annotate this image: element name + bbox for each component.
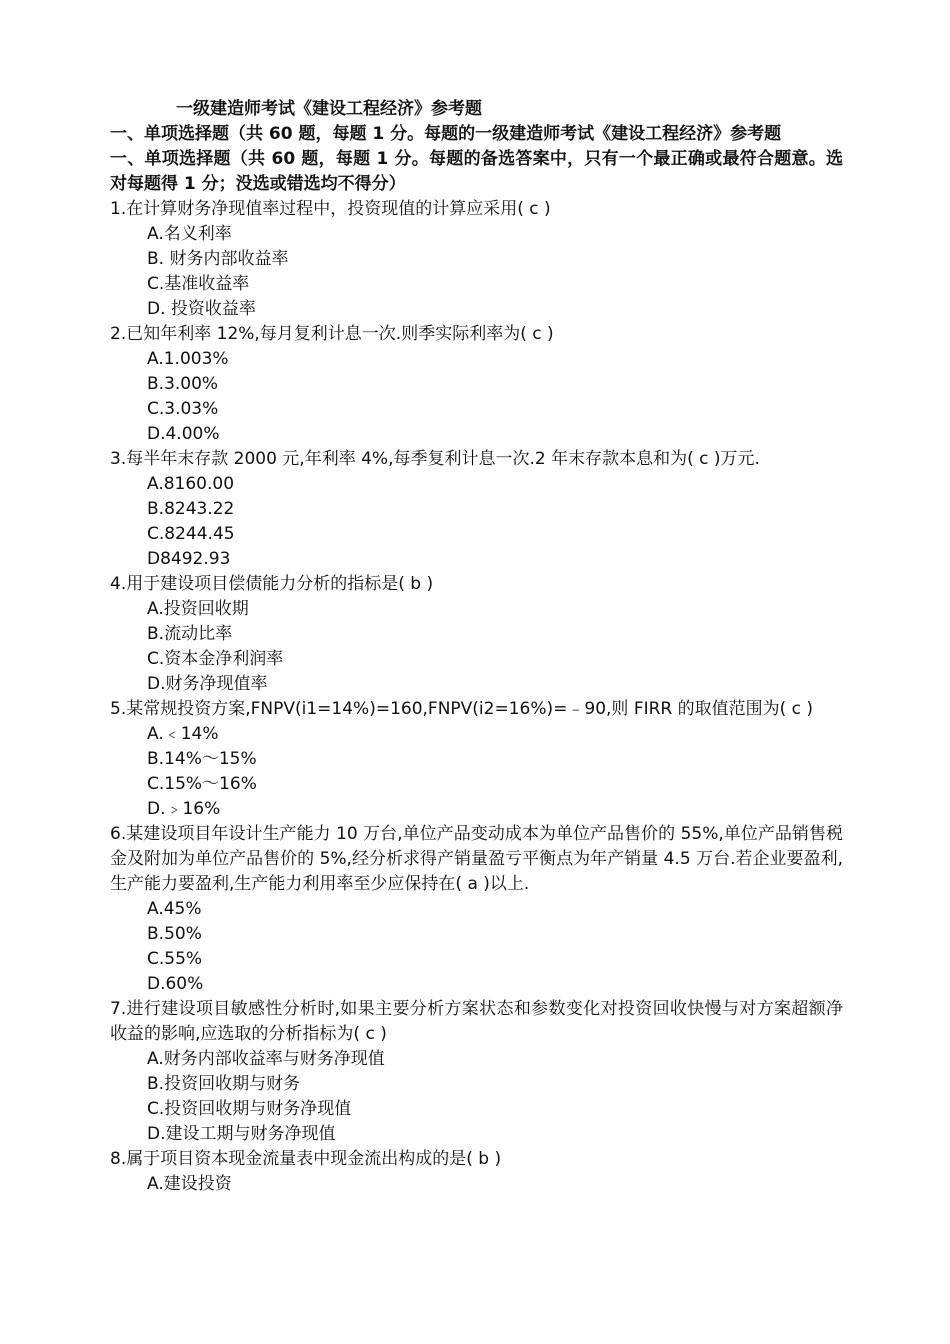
question-stem: 4.用于建设项目偿债能力分析的指标是( b ) (110, 574, 434, 594)
answer-option: D.建设工期与财务净现值 (147, 1124, 336, 1144)
answer-option: D.﹥16% (147, 799, 221, 819)
answer-option: B.14%～15% (147, 749, 257, 769)
answer-option: C.投资回收期与财务净现值 (147, 1099, 352, 1119)
answer-option: A.1.003% (147, 349, 229, 369)
question-block (110, 697, 843, 822)
answer-option: B.流动比率 (147, 624, 233, 644)
answer-option: A.45% (147, 899, 202, 919)
question-stem: 8.属于项目资本现金流量表中现金流出构成的是( b ) (110, 1149, 502, 1169)
question-stem: 6.某建设项目年设计生产能力 10 万台,单位产品变动成本为单位产品售价的 55%,单位产品销售税金及附加为单位产品售价的 5%,经分析求得产销量盈亏平衡点为年产销量 4.5 万台.若企业要盈利,生产能力要盈利,生产能力利用率至少应保持在( a )以上. (110, 824, 843, 894)
answer-option: B.3.00% (147, 374, 219, 394)
question-block (110, 447, 843, 572)
answer-option: C.资本金净利润率 (147, 649, 284, 669)
question-list (110, 197, 843, 1197)
answer-option: D.60% (147, 974, 204, 994)
answer-option: B.8243.22 (147, 499, 235, 519)
question-stem: 7.进行建设项目敏感性分析时,如果主要分析方案状态和参数变化对投资回收快慢与对方案超额净收益的影响,应选取的分析指标为( c ) (110, 999, 843, 1044)
answer-option: A.名义利率 (147, 224, 232, 244)
answer-option: A.建设投资 (147, 1174, 232, 1194)
answer-option: C.3.03% (147, 399, 219, 419)
answer-option: A.投资回收期 (147, 599, 249, 619)
question-stem: 5.某常规投资方案,FNPV(i1=14%)=160,FNPV(i2=16%)=﹣90,则 FIRR 的取值范围为( c ) (110, 699, 814, 719)
question-block (110, 822, 843, 997)
answer-option: A.8160.00 (147, 474, 235, 494)
answer-option: D.财务净现值率 (147, 674, 268, 694)
document-title: 一级建造师考试《建设工程经济》参考题 (176, 99, 482, 119)
question-block (110, 1147, 843, 1197)
section-heading-repeated: 一、单项选择题（共 60 题，每题 1 分。每题的一级建造师考试《建设工程经济》参考题 (110, 124, 782, 144)
answer-option: C.55% (147, 949, 203, 969)
document-page (110, 97, 843, 1197)
answer-option: C.15%～16% (147, 774, 257, 794)
answer-option: B.50% (147, 924, 202, 944)
answer-option: A.财务内部收益率与财务净现值 (147, 1049, 385, 1069)
answer-option: B. 财务内部收益率 (147, 249, 289, 269)
answer-option: C.基准收益率 (147, 274, 250, 294)
answer-option: B.投资回收期与财务 (147, 1074, 301, 1094)
question-stem: 3.每半年末存款 2000 元,年利率 4%,每季复利计息一次.2 年末存款本息和为( c )万元. (110, 449, 760, 469)
question-block (110, 572, 843, 697)
question-block (110, 322, 843, 447)
answer-option: D. 投资收益率 (147, 299, 256, 319)
question-stem: 2.已知年利率 12%,每月复利计息一次.则季实际利率为( c ) (110, 324, 554, 344)
question-block (110, 197, 843, 322)
question-block (110, 997, 843, 1147)
answer-option: C.8244.45 (147, 524, 235, 544)
answer-option: D8492.93 (147, 549, 231, 569)
answer-option: D.4.00% (147, 424, 220, 444)
answer-option: A.﹤14% (147, 724, 219, 744)
question-stem: 1.在计算财务净现值率过程中，投资现值的计算应采用( c ) (110, 199, 551, 219)
section-heading: 一、单项选择题（共 60 题，每题 1 分。每题的备选答案中，只有一个最正确或最符合题意。选对每题得 1 分；没选或错选均不得分） (110, 149, 843, 194)
